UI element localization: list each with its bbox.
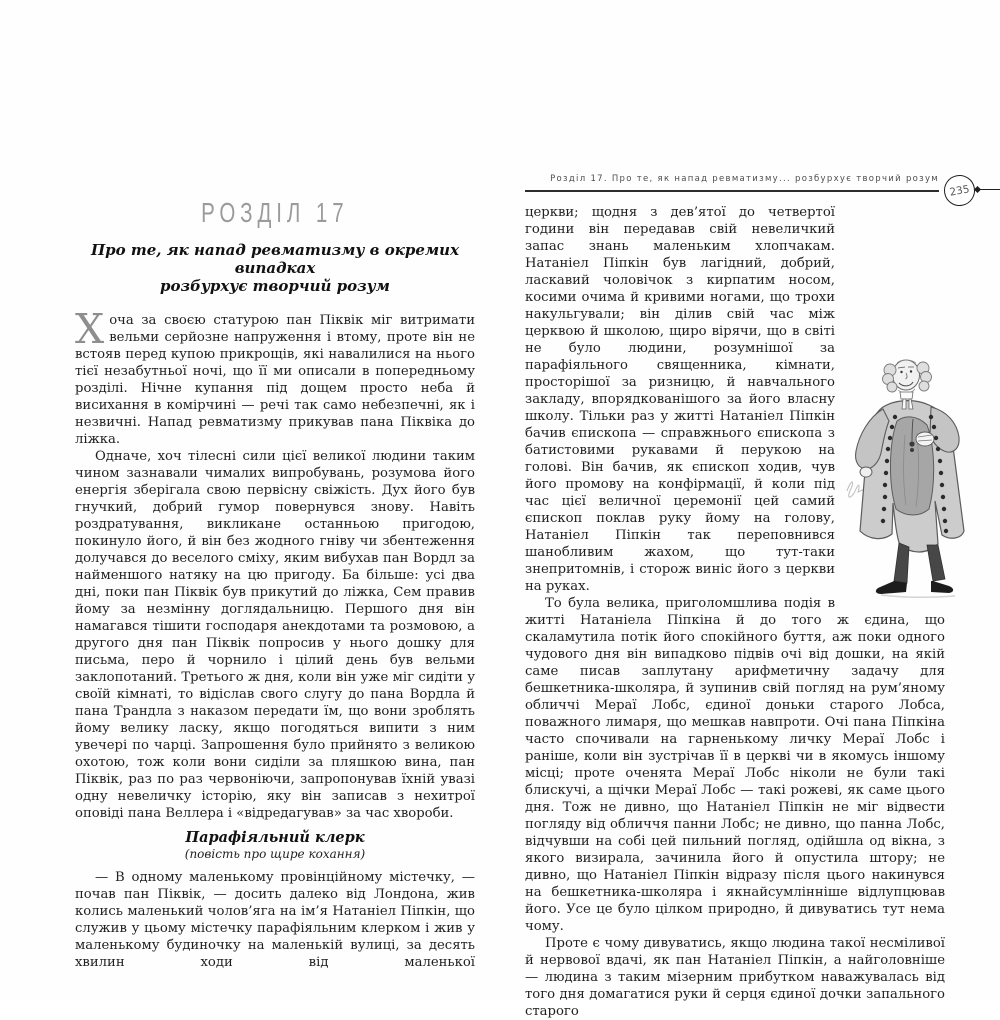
opening-paragraph (75, 305, 475, 448)
page-badge-line (979, 189, 1000, 190)
page-number-badge (942, 173, 978, 209)
chapter-heading-text: РОЗДІЛ 17 (201, 197, 349, 229)
chapter-heading (75, 197, 475, 229)
chapter-subtitle (75, 241, 475, 295)
paragraph: Проте є чому дивуватись, якщо людина такої несміливої й нервової вдачі, як пан Натаніел Піпкін, а найголовніше — людина з таким мізерним прибутком наважувалась від того дня домагатися руки й серця єдиної дочки запального старого (525, 936, 945, 1019)
header-rule (525, 190, 939, 192)
bishop-illustration (843, 345, 983, 600)
running-header: Розділ 17. Про те, як напад ревматизму... розбурхує творчий розум (550, 174, 939, 184)
paragraph: — В одному маленькому провінційному містечку, — почав пан Піквік, — досить далеко від Лондона, жив колись маленький чолов’яга на ім’я Натаніел Піпкін, що служив у цьому містечку парафіяльним клерком і жив у маленькому будиночку на маленькій вулиці, за десять хвилин ходи від маленької (75, 870, 475, 970)
paragraph-text: оча за своєю статурою пан Піквік міг витримати вельми серйозне напруження і втому, проте він не встояв перед купою прикрощів, які навалилися на нього тієї незабутньої ночі, що її ми описали в попередньому розділі. Нічне купання під дощем просто неба й висихання в комірчині — речі так само небезпечні, як і незвичні. Напад ревматизму прикував пана Піквіка до ліжка. (75, 313, 475, 447)
story-subtitle: (повість про щире кохання) (184, 847, 366, 861)
bishop-sketch-svg (843, 345, 983, 600)
drop-cap: Х (75, 305, 105, 353)
chapter-subtitle-line2: розбурхує творчий розум (160, 277, 390, 295)
page-number: 235 (948, 182, 971, 199)
chapter-subtitle-line1: Про те, як напад ревматизму в окремих випадках (90, 241, 460, 277)
paragraph: церкви; щодня з дев’ятої до четвертої години він передавав свій невеличкий запас знань маленьким хлопчакам. Натаніел Піпкін був лагідний, добрий, ласкавий чоловічок з кирпатим носом, косими очима й кривими ногами, що трохи накульгували; він ділив свій час між церквою й школою, щиро вірячи, що в світі не було людини, розумнішої за парафіяльного священника, кімнати, просторішої за ризницю, й навчального закладу, впорядкованішого за його власну школу. Тільки раз у житті Натаніел Піпкін бачив єпископа — справжнього єпископа з батистовими рукавами й перукою на голові. Він бачив, як єпископ ходив, чув його промову на конфірмації, й коли під час цієї величної церемонії цей самий єпископ поклав руку йому на голову, Натаніел Піпкін так переповнився шанобливим жахом, що тут-таки знепритомнів, і сторож виніс його з церкви на руках. (525, 205, 835, 594)
left-page (75, 197, 475, 971)
story-title: Парафіяльний клерк (185, 829, 365, 846)
paragraph: Одначе, хоч тілесні сили цієї великої людини таким чином зазнавали чималих випробувань, розумова його енергія зберігала свою первісну свіжість. Дух його був гнучкий, добрий гумор повернувся знову. Навіть роздратування, викликане останньою пригодою, покинуло його, й він без жодного гніву чи збентеження долучався до веселого сміху, яким вибухав пан Вордл за найменшого натяку на цю пригоду. Ба більше: усі два дні, поки пан Піквік був прикутий до ліжка, Сем правив йому за незмінну доглядальницю. Першого дня він намагався тішити господаря анекдотами та розмовою, а другого дня пан Піквік попросив у нього дошку для письма, перо й чорнило і цілий день був вельми заклопотаний. Третього ж дня, коли він уже міг сидіти у своїй кімнаті, то відіслав свого слугу до пана Вордла й пана Трандла з наказом передати їм, що вони зроблять йому велику ласку, якщо погодяться випити з ним увечері по чарці. Запрошення було прийнято з великою охотою, тож коли вони сиділи за пляшкою вина, пан Піквік, раз по раз червоніючи, запропонував їхній увазі одну невеличку історію, яку він записав з нехитрої оповіді пана Веллера і «відредагував» за час хвороби. (75, 449, 475, 821)
right-page (525, 204, 945, 1020)
paragraph: То була велика, приголомшлива подія в житті Натаніела Піпкіна й до того ж єдина, що скаламутила потік його спокійного буття, аж поки одного чудового дня він випадково підвів очі від дошки, на якій саме писав заплутану арифметичну задачу для бешкетника-школяра, й зупинив свій погляд на рум’яному обличчі Мераї Лобс, єдиної доньки старого Лобса, поважного лимаря, що мешкав навпроти. Очі пана Піпкіна часто спочивали на гарненькому личку Мераї Лобс і раніше, коли він зустрічав її в церкві чи в якомусь іншому місці; проте оченята Мераї Лобс ніколи не були такі блискучі, а щічки Мераї Лобс — такі рожеві, як саме цього дня. Тож не дивно, що Натаніел Піпкін не міг відвести погляду від обличчя панни Лобс; не дивно, що панна Лобс, відчувши на собі цей пильний погляд, одійшла од вікна, з якого визирала, зачинила його й опустила штору; не дивно, що Натаніел Піпкін відразу після цього накинувся на бешкетника-школяра і якнайсумлінніше відлупцював його. Усе це було цілком природно, й дивуватись тут нема чому. (525, 596, 945, 934)
